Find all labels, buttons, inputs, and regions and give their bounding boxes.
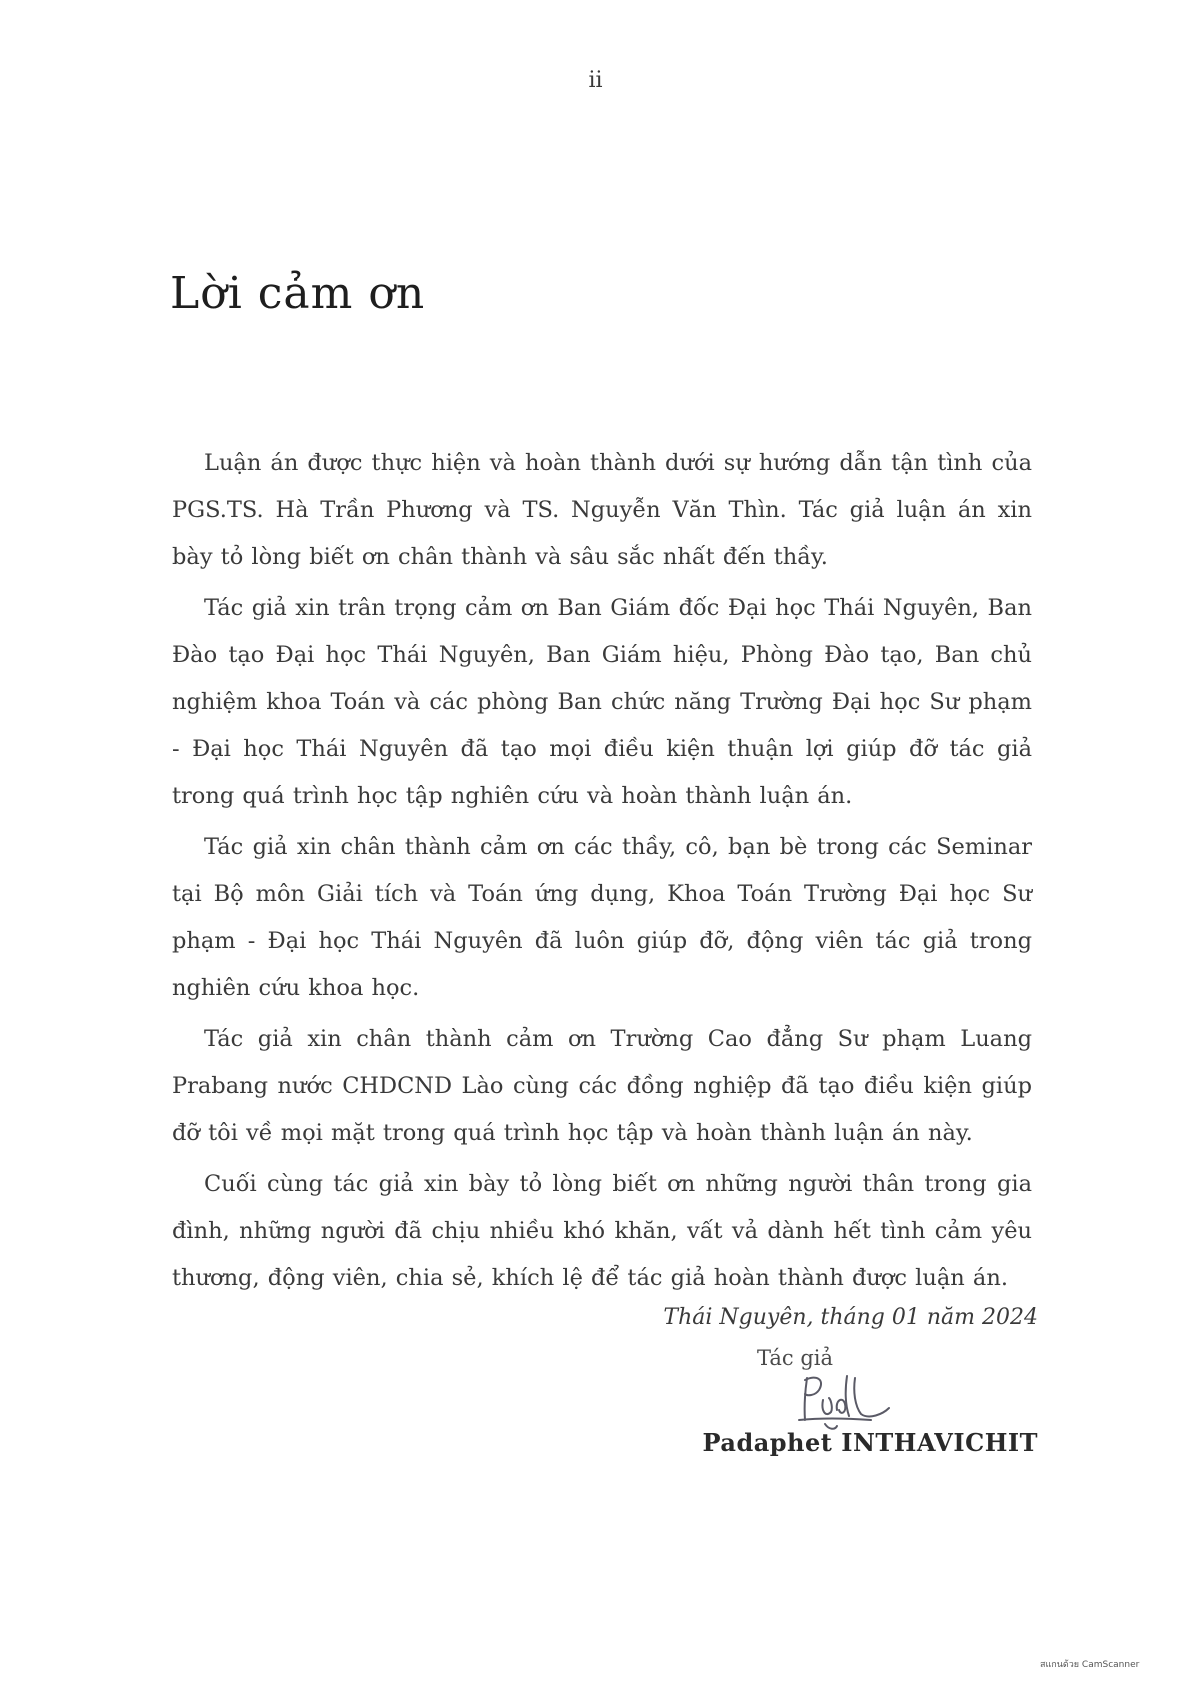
handwritten-signature-icon bbox=[785, 1370, 905, 1434]
page-number: ii bbox=[588, 68, 603, 93]
paragraph-2: Tác giả xin trân trọng cảm ơn Ban Giám đốc Đại học Thái Nguyên, Ban Đào tạo Đại học Thái Nguyên, Ban Giám hiệu, Phòng Đào tạo, Ban chủ nghiệm khoa Toán và các phòng Ban chức năng Trường Đại học Sư phạm - Đại học Thái Nguyên đã tạo mọi điều kiện thuận lợi giúp đỡ tác giả trong quá trình học tập nghiên cứu và hoàn thành luận án. bbox=[172, 595, 1032, 809]
scanner-watermark: สแกนด้วย CamScanner bbox=[1040, 1660, 1140, 1670]
paragraph-1: Luận án được thực hiện và hoàn thành dưới sự hướng dẫn tận tình của PGS.TS. Hà Trần Phương và TS. Nguyễn Văn Thìn. Tác giả luận án xin bày tỏ lòng biết ơn chân thành và sâu sắc nhất đến thầy. bbox=[172, 450, 1032, 570]
page-title: Lời cảm ơn bbox=[170, 268, 426, 319]
paragraph-5: Cuối cùng tác giả xin bày tỏ lòng biết ơn những người thân trong gia đình, những người đã chịu nhiều khó khăn, vất vả dành hết tình cảm yêu thương, động viên, chia sẻ, khích lệ để tác giả hoàn thành được luận án. bbox=[172, 1171, 1032, 1291]
signature-block bbox=[560, 1305, 1038, 1457]
acknowledgement-body bbox=[172, 440, 1032, 1306]
author-role: Tác giả bbox=[756, 1346, 833, 1370]
paragraph-3: Tác giả xin chân thành cảm ơn các thầy, cô, bạn bè trong các Seminar tại Bộ môn Giải tích và Toán ứng dụng, Khoa Toán Trường Đại học Sư phạm - Đại học Thái Nguyên đã luôn giúp đỡ, động viên tác giả trong nghiên cứu khoa học. bbox=[172, 834, 1032, 1001]
author-name: Padaphet INTHAVICHIT bbox=[702, 1428, 1038, 1457]
place-date: Thái Nguyên, tháng 01 năm 2024 bbox=[663, 1305, 1038, 1330]
paragraph-4: Tác giả xin chân thành cảm ơn Trường Cao đẳng Sư phạm Luang Prabang nước CHDCND Lào cùng các đồng nghiệp đã tạo điều kiện giúp đỡ tôi về mọi mặt trong quá trình học tập và hoàn thành luận án này. bbox=[172, 1026, 1032, 1146]
